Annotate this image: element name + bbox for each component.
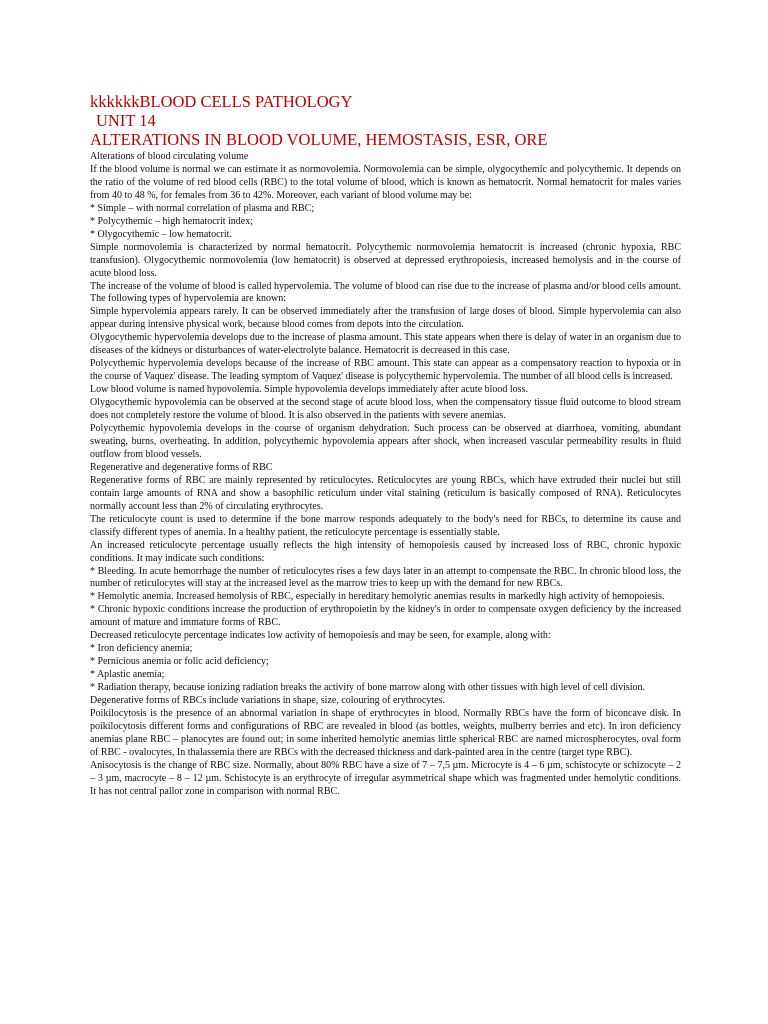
list-item: * Polycythemic – high hematocrit index; (90, 215, 254, 227)
paragraph: Simple hypervolemia appears rarely. It can be observed immediately after the transfusion of large doses of blood. Simple hypervolemia can also appear during intensive physical work, because blood comes from depots into the circulation. (90, 306, 681, 331)
paragraph: Simple normovolemia is characterized by normal hematocrit. Polycythemic normovolemia hematocrit is increased (chronic hypoxia, RBC transfusion). Olygocythemic normovolemia (low hematocrit) is observed at depressed erythropoiesis, increased hemolysis and in the course of acute blood loss. (90, 241, 681, 279)
paragraph: An increased reticulocyte percentage usually reflects the high intensity of hemopoiesis caused by increased loss of RBC, chronic hypoxic conditions. It may indicate such conditions: (90, 539, 681, 564)
list-item: * Simple – with normal correlation of plasma and RBC; (90, 202, 315, 214)
subheading-blood-volume: Alterations of blood circulating volume (90, 151, 249, 162)
document-title: kkkkkkBLOOD CELLS PATHOLOGY (90, 92, 353, 111)
paragraph: Degenerative forms of RBCs include variations in shape, size, colouring of erythrocytes. (90, 695, 445, 707)
paragraph: The reticulocyte count is used to determine if the bone marrow responds adequately to the body's need for RBCs, to determine its cause and classify different types of anemia. In a healthy patient, the reticulocyte percentage is essentially stable. (90, 513, 681, 538)
paragraph: The increase of the volume of blood is called hypervolemia. The volume of blood can rise due to the increase of plasma and/or blood cells amount. The following types of hypervolemia are known: (90, 280, 681, 305)
paragraph: Olygocythemic hypovolemia can be observed at the second stage of acute blood loss, when the compensatory tissue fluid outcome to blood stream does not completely restore the volume of blood. It is also observed in the patients with severe anemias. (90, 397, 681, 422)
list-item: * Aplastic anemia; (90, 669, 165, 681)
paragraph: Regenerative forms of RBC are mainly represented by reticulocytes. Reticulocytes are young RBCs, which have extruded their nuclei but still contain large amounts of RNA and show a basophilic reticulum under vital staining (reticulum is basically composed of RNA). Reticulocytes normally account less than 2% of circulating erythrocytes. (90, 474, 681, 512)
paragraph: Anisocytosis is the change of RBC size. Normally, about 80% RBC have a size of 7 – 7,5 µm. Microcyte is 4 – 6 µm, schistocyte or schizocyte – 2 – 3 µm, macrocyte – 8 – 12 µm. Schistocyte is an erythrocyte of irregular asymmetrical shape which was fragmented under hemolytic conditions. It has not central pallor zone in comparison with normal RBC. (90, 759, 681, 797)
paragraph: Poikilocytosis is the presence of an abnormal variation in shape of erythrocytes in blood. Normally RBCs have the form of biconcave disk. In poikilocytosis different forms and configurations of RBC are revealed in blood (as bottles, weights, mulberry berries and etc). In iron deficiency anemias plane RBC – planocytes are found out; in some inherited hemolytic anemias little spherical RBC are named microspherocytes, oval form of RBC - ovalocytes, In thalassemia there are RBCs with the decreased thickness and dark-painted area in the centre (target type RBC). (90, 707, 681, 758)
section-heading: ALTERATIONS IN BLOOD VOLUME, HEMOSTASIS, ESR, ORE (90, 130, 548, 149)
list-item: * Pernicious anemia or folic acid deficiency; (90, 656, 269, 668)
list-item: * Bleeding. In acute hemorrhage the number of reticulocytes rises a few days later in an attempt to compensate the RBC. In chronic blood loss, the number of reticulocytes will stay at the increased level as the marrow tries to keep up with the demand for new RBCs. (90, 565, 681, 590)
list-item: * Radiation therapy, because ionizing radiation breaks the activity of bone marrow along with other tissues with high level of cell division. (90, 682, 646, 694)
paragraph: If the blood volume is normal we can estimate it as normovolemia. Normovolemia can be simple, olygocythemic and polycythemic. It depends on the ratio of the volume of red blood cells (RBC) to the total volume of blood, which is known as hematocrit. Normal hematocrit for males varies from 40 to 48 %, for females from 36 to 42%. Moreover, each variant of blood volume may be: (90, 163, 681, 201)
unit-heading: UNIT 14 (96, 111, 156, 130)
paragraph: Polycythemic hypovolemia develops in the course of organism dehydration. Such process can be observed at diarrhoea, vomiting, abundant sweating, burns, overheating. In addition, polycythemic hypovolemia appears after shock, when increased vascular permeability results in fluid outflow from blood vessels. (90, 423, 681, 460)
paragraph: Olygocythemic hypervolemia develops due to the increase of plasma amount. This state appears when there is delay of water in an organism due to diseases of the kidneys or disturbances of water-electrolyte balance. Hematocrit is decreased in this case. (90, 332, 681, 357)
paragraph: Decreased reticulocyte percentage indicates low activity of hemopoiesis and may be seen, for example, along with: (90, 630, 551, 642)
list-item: * Olygocythemic – low hematocrit. (90, 228, 232, 240)
paragraph: Low blood volume is named hypovolemia. Simple hypovolemia develops immediately after acute blood loss. (90, 384, 528, 396)
list-item: * Chronic hypoxic conditions increase the production of erythropoietin by the kidney's in order to compensate oxygen deficiency by the increased amount of mature and immature forms of RBC. (90, 604, 681, 629)
document-body (90, 151, 681, 799)
document-page (90, 92, 681, 799)
subheading-rbc-forms: Regenerative and degenerative forms of RBC (90, 461, 273, 473)
list-item: * Iron deficiency anemia; (90, 643, 193, 655)
paragraph: Polycythemic hypervolemia develops because of the increase of RBC amount. This state can appear as a compensatory reaction to hypoxia or in the course of Vaquez' disease. The leading symptom of Vaquez' disease is polycythemic hypervolemia. The number of all blood cells is increased. (90, 358, 681, 383)
list-item: * Hemolytic anemia. Increased hemolysis of RBC, especially in hereditary hemolytic anemias results in markedly high activity of hemopoiesis. (90, 591, 665, 603)
